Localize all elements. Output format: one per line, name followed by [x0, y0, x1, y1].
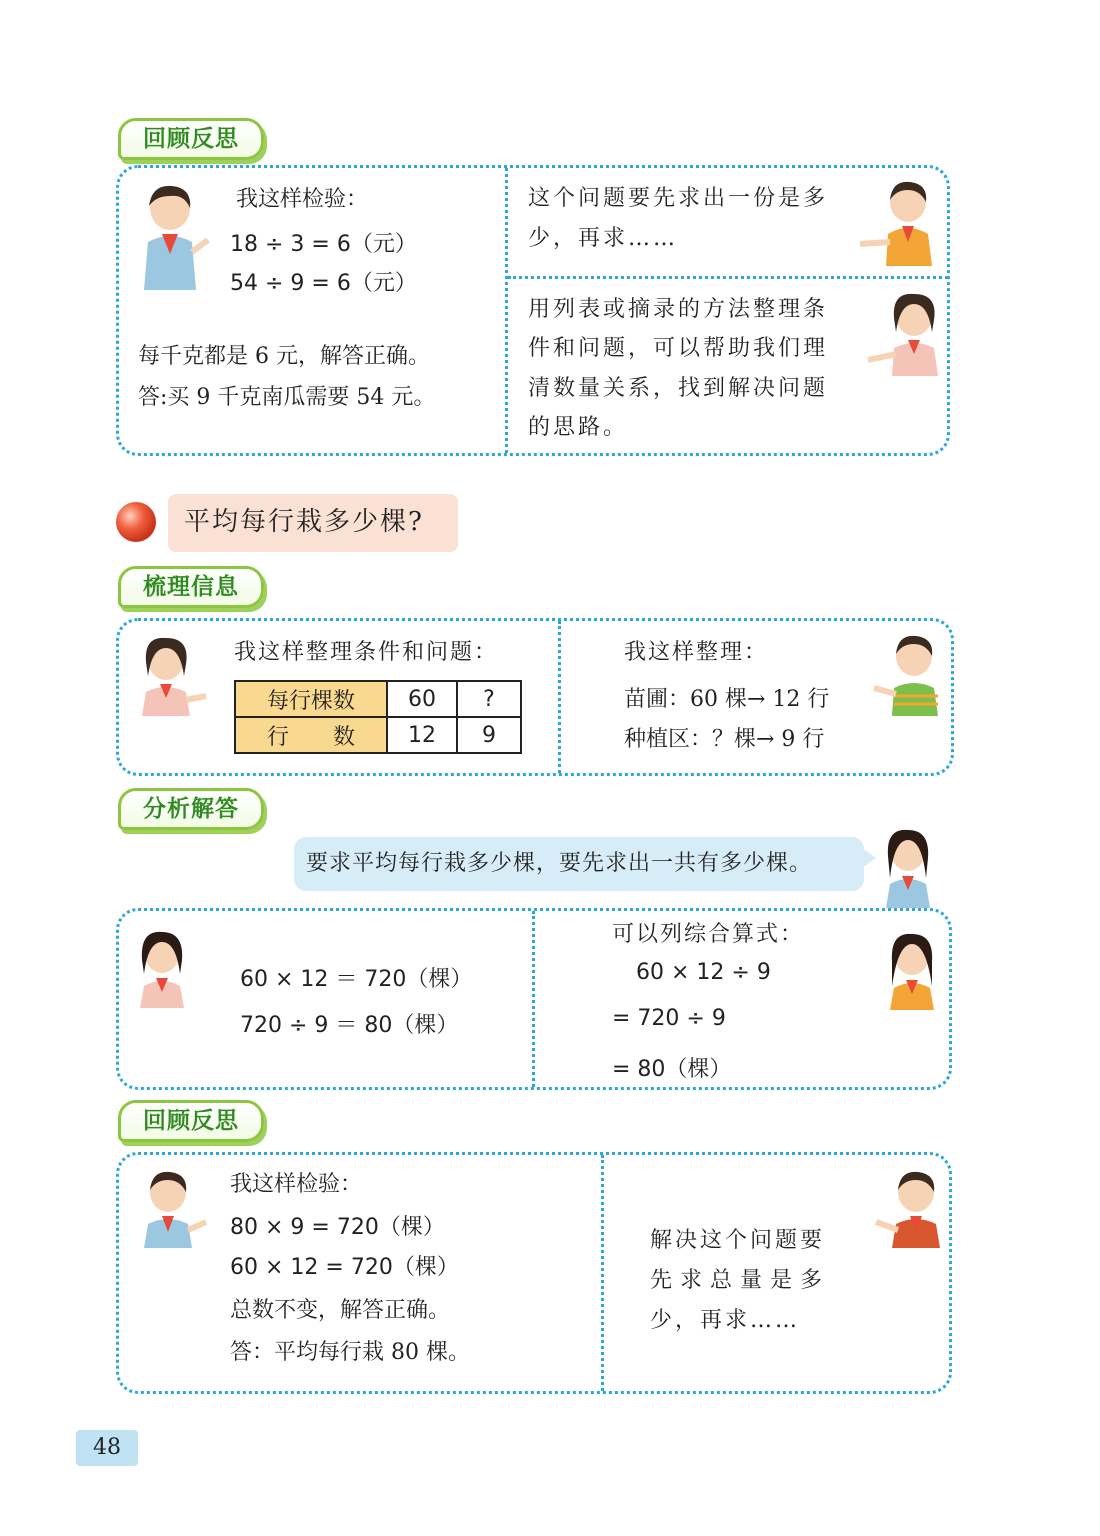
girl-avatar: [132, 930, 192, 1008]
table-row: [235, 681, 521, 717]
method-intro: 可以列综合算式：: [612, 922, 805, 947]
boy-avatar: [132, 182, 214, 292]
tip-text: 少，再求……: [650, 1308, 801, 1333]
boy-avatar: [872, 1168, 948, 1248]
tip-text: 清数量关系，找到解决问题: [528, 376, 829, 401]
check-intro: 我这样检验：: [230, 1172, 363, 1197]
tip-text: 先求总量是多: [650, 1268, 831, 1293]
table-cell: 12: [387, 717, 457, 753]
conclusion-text: 每千克都是 6 元，解答正确。: [138, 344, 430, 369]
excerpt-line: 苗圃：60 棵→ 12 行: [624, 687, 830, 712]
boy-avatar: [856, 178, 946, 266]
equation: 60 × 12 ÷ 9: [636, 960, 771, 985]
girl-avatar: [128, 636, 208, 716]
equation: 60 × 12 = 720（棵）: [230, 1255, 459, 1280]
page-number: 48: [76, 1430, 138, 1466]
answer-text: 答：平均每行栽 80 棵。: [230, 1340, 470, 1365]
panel-divider: [558, 621, 561, 773]
section-label-review: 回顾反思: [118, 118, 264, 160]
section-label-review: 回顾反思: [118, 1100, 264, 1142]
tip-text: 的思路。: [528, 415, 629, 440]
boy-avatar: [870, 632, 948, 716]
boy-avatar: [128, 1168, 210, 1248]
equation: 80 × 9 = 720（棵）: [230, 1215, 445, 1240]
organize-intro: 我这样整理条件和问题：: [234, 640, 499, 665]
section-label-organize: 梳理信息: [118, 566, 264, 608]
table-row-header: 行 数: [235, 717, 387, 753]
red-ball-icon: [114, 500, 158, 544]
conclusion-text: 总数不变，解答正确。: [230, 1298, 451, 1323]
tip-text: 这个问题要先求出一份是多: [528, 186, 829, 211]
equation: = 720 ÷ 9: [612, 1006, 726, 1031]
question-text: 平均每行栽多少棵?: [184, 507, 424, 537]
excerpt-line: 种植区：？棵→ 9 行: [624, 727, 825, 752]
table-row: [235, 717, 521, 753]
panel-divider: [532, 911, 535, 1087]
table-cell: 9: [457, 717, 521, 753]
panel-divider: [508, 276, 948, 279]
tip-text: 解决这个问题要: [650, 1228, 826, 1253]
panel-divider: [601, 1155, 604, 1391]
info-table: [234, 680, 522, 754]
check-intro: 我这样检验：: [236, 187, 369, 212]
table-cell: 60: [387, 681, 457, 717]
equation: = 80（棵）: [612, 1057, 732, 1082]
equation: 720 ÷ 9 ＝ 80（棵）: [240, 1013, 459, 1038]
section-label-analyze: 分析解答: [118, 788, 264, 830]
equation: 54 ÷ 9 = 6（元）: [230, 271, 417, 296]
equation: 18 ÷ 3 = 6（元）: [230, 232, 417, 257]
tip-text: 用列表或摘录的方法整理条: [528, 297, 829, 322]
answer-text: 答:买 9 千克南瓜需要 54 元。: [138, 385, 436, 410]
tip-text: 件和问题，可以帮助我们理: [528, 336, 829, 361]
organize-intro: 我这样整理：: [624, 640, 769, 665]
panel-divider: [505, 168, 508, 453]
girl-avatar: [862, 292, 946, 376]
girl-avatar: [872, 828, 942, 908]
equation: 60 × 12 ＝ 720（棵）: [240, 967, 473, 992]
bubble-text: 要求平均每行栽多少棵，要先求出一共有多少棵。: [306, 851, 813, 876]
girl-avatar: [882, 932, 942, 1010]
tip-text: 少，再求……: [528, 226, 679, 251]
table-row-header: 每行棵数: [235, 681, 387, 717]
table-cell: ?: [457, 681, 521, 717]
